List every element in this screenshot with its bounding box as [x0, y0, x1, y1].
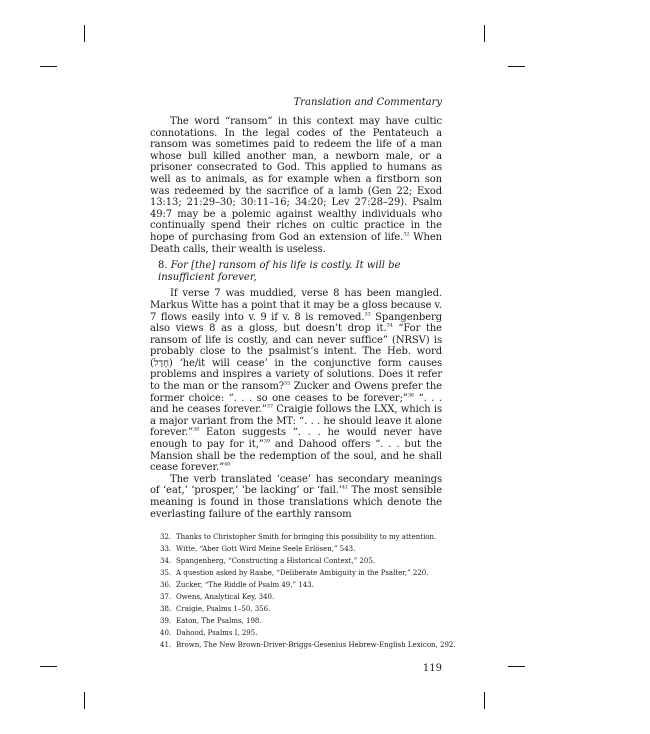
footnote: 40. Dahood, Psalms I, 295. — [160, 629, 258, 638]
crop-mark — [40, 66, 57, 67]
crop-mark — [484, 692, 485, 709]
footnote-ref[interactable]: 37 — [266, 403, 273, 410]
footnote-ref[interactable]: 35 — [284, 380, 291, 387]
footnote: 34. Spangenberg, “Constructing a Historical Context,” 205. — [160, 557, 376, 566]
footnote: 35. A question asked by Raabe, “Deliberate Ambiguity in the Psalter,” 220. — [160, 569, 429, 578]
crop-mark — [84, 692, 85, 709]
footnote-ref[interactable]: 38 — [193, 427, 200, 434]
paragraph-verse-8: If verse 7 was muddied, verse 8 has been mangled. Markus Witte has a point that it may be a gloss because v. 7 flows easily into v. 9 if v. 8 is removed.$^{33}$ Spangenberg also views 8 as a gloss, but doesn’t drop it.$^{34}$ “For the ransom of life is costly, and can never suffice” (NRSV) is probably close to the psalmist’s intent. The Heb. word (חָדַל) ‘he/it will cease’ in the conjunctive form causes problems and inspires a variety of solutions. Does it refer to the man or the ransom?$^{35}$ Zucker and Owens prefer the former choice: “. . . so one ceases to be forever;”$^{36}$ “. . . and he ceases forever.”$^{37}$ Craigie follows the LXX, which is a major variant from the MT: “. . . he should leave it alone forever.”$^{38}$ Eaton suggests “. . . he would never have enough to pay for it,”$^{39}$ and Dahood offers “. . . but the Mansion shall be the redemption of the soul, and he shall cease forever.”$^{40}$ — [150, 288, 442, 474]
footnote-ref[interactable]: 33 — [364, 311, 371, 318]
footnote: 41. Brown, The New Brown-Driver-Briggs-Gesenius Hebrew-English Lexicon, 292. — [160, 641, 456, 650]
footnote: 36. Zucker, “The Riddle of Psalm 49,” 143. — [160, 581, 314, 590]
book-page — [150, 97, 456, 675]
footnote: 33. Witte, “Aber Gott Wird Meine Seele Erlösen,” 543. — [160, 545, 356, 554]
crop-mark — [508, 666, 525, 667]
footnote-ref[interactable]: 36 — [407, 392, 415, 399]
paragraph-ransom: The word “ransom” in this context may have cultic connotations. In the legal codes of the Pentateuch a ransom was sometimes paid to redeem the life of a man whose bull killed another man, a newborn male, or a prisoner consecrated to God. This applied to humans as well as to animals, as for example when a firstborn son was redeemed by the sacrifice of a lamb (Gen 22; Exod 13:13; 21:29–30; 30:11–16; 34:20; Lev 27:28–29). Psalm 49:7 may be a polemic against wealthy individuals who continually spend their riches on cultic practice in the hope of purchasing from God an extension of life.$^{32}$ When Death calls, their wealth is useless. — [150, 116, 442, 255]
footnote-ref[interactable]: 41 — [341, 485, 349, 492]
footnote: 32. Thanks to Christopher Smith for bringing this possibility to my attention. — [160, 533, 437, 542]
footnote-ref[interactable]: 34 — [386, 322, 393, 329]
footnote: 38. Craigie, Psalms 1–50, 356. — [160, 605, 271, 614]
footnotes — [150, 531, 456, 651]
paragraph-cease: The verb translated ‘cease’ has secondary meanings of ‘eat,’ ‘prosper,’ ‘be lacking’ or ‘fail.’$^{41}$ The most sensible meaning is found in those translations which denote the everlasting failure of the earthly ransom — [150, 473, 442, 520]
crop-mark — [84, 25, 85, 42]
page-number: 119 — [422, 663, 442, 675]
footnote-ref[interactable]: 40 — [224, 461, 231, 468]
footnote: 37. Owens, Analytical Key, 340. — [160, 593, 275, 602]
footnote: 39. Eaton, The Psalms, 198. — [160, 617, 262, 626]
crop-mark — [508, 66, 525, 67]
footnote-ref[interactable]: 39 — [263, 438, 270, 445]
running-head: Translation and Commentary — [293, 97, 442, 108]
verse-8: 8. For [the] ransom of his life is costly. It will be insufficient forever, — [158, 260, 401, 283]
footnote-ref[interactable]: 32 — [403, 231, 410, 238]
crop-mark — [484, 25, 485, 42]
crop-mark — [40, 666, 57, 667]
